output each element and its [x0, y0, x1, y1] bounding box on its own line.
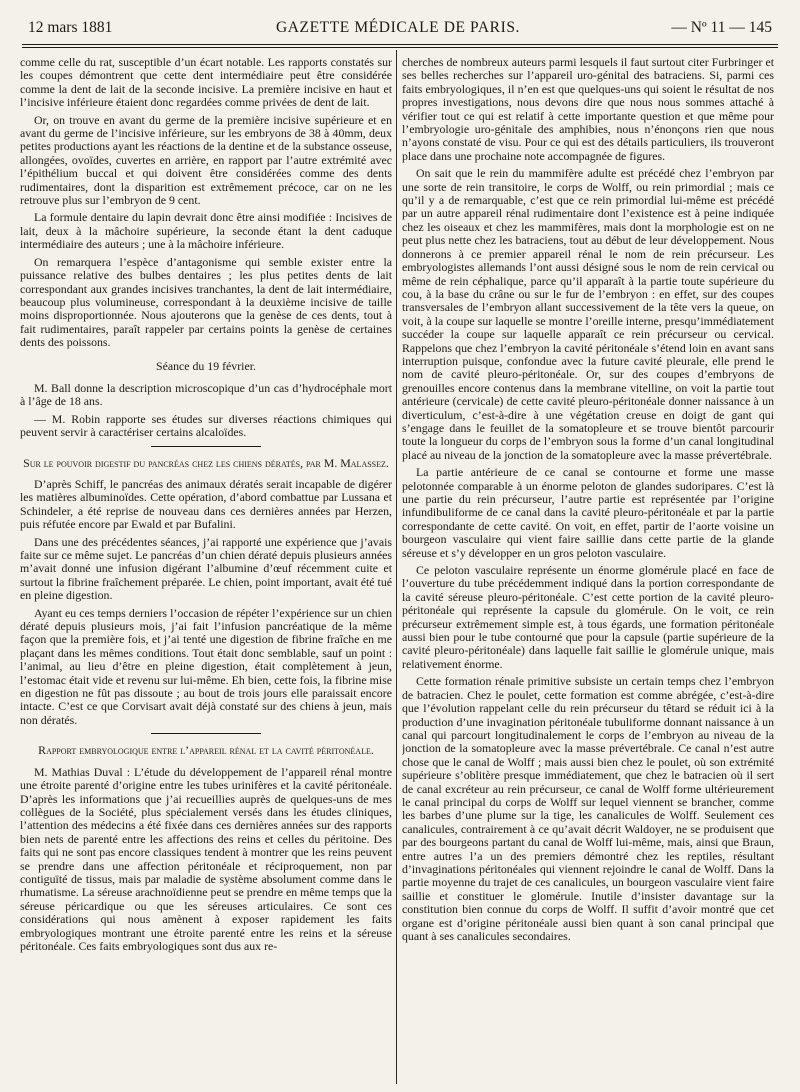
section-separator — [151, 446, 261, 447]
header-rule — [22, 44, 778, 45]
paragraph: — M. Robin rapporte ses études sur diverses réactions chimiques qui peuvent servir à caractériser certains alcaloïdes. — [20, 411, 392, 440]
header-date: 12 mars 1881 — [28, 19, 113, 36]
header-title: GAZETTE MÉDICALE DE PARIS. — [275, 19, 521, 36]
paragraph: Ce peloton vasculaire représente un énorme glomérule placé en face de l’ouverture du tube précédemment indiqué dans la portion correspondante de la cavité séreuse pleuro-péritonéale. C’est cette portion de la cavité pleuro-péritonéale qui représente la capsule du glomérule. On le voit, ce rein précurseur extrêmement simple est, à tous égards, une formation péritonéale aussi bien pour le tube contourné que pour la capsule (partie supérieure de la cavité pleuro-péritonéale) dans laquelle fait saillie le glomérule unique, mais relativement énorme. — [402, 563, 774, 671]
paragraph: La partie antérieure de ce canal se contourne et forme une masse pelotonnée comparable à un énorme peloton de glandes sudoripares. C’est là une partie du rein précurseur, l’autre partie est représentée par l’origine infundibuliforme de ce canal dans la cavité pleuro-péritonéale et par la partie correspondante de cette cavité. On voit, en effet, partir de l’aorte voisine un bourgeon vasculaire qui vient faire saillie dans cette partie de la glande séreuse et s’y développer en un gros peloton vasculaire. — [402, 465, 774, 560]
paragraph: D’après Schiff, le pancréas des animaux dératés serait incapable de digérer les matières albuminoïdes. Cette opération, d’abord combattue par Lussana et Schindeler, a été reprise de nouveau dans ces dernières années par Herzen, puis réfutée encore par Ewald et par Bufalini. — [20, 476, 392, 532]
header-issue-number: — Nº 11 — 145 — [671, 19, 772, 36]
paragraph: On remarquera l’espèce d’antagonisme qui semble exister entre la puissance relative des bulbes dentaires ; les plus petites dents de lait correspondant aux grandes incisives tranchantes, la dent de lait intermédiaire, beaucoup plus volumineuse, correspondant à la deuxième incisive de taille moins disproportionnée. Nous ajouterons que la genèse de ces dents, tout à fait rudimentaires, paraît rappeler par certains points la genèse de certaines dents des poissons. — [20, 254, 392, 350]
paragraph: On sait que le rein du mammifère adulte est précédé chez l’embryon par une sorte de rein transitoire, le corps de Wolff, ou rein primordial ; mais ce qu’il y a de remarquable, c’est que ce rein primordial lui-même est précédé par un autre appareil rénal rudimentaire dont l’existence est à peine indiquée chez les oiseaux et chez les mammifères, mais dont la morphologie est on ne peut plus nette chez les batraciens, tout au début de leur développement. Nous donnerons à ce premier appareil rénal le nom de rein précurseur. Les embryologistes allemands l’ont aussi désigné sous le nom de rein cervical ou même de rein céphalique, parce qu’il apparaît à la partie toute supérieure du cou, à la base du crâne ou sur le fur de l’embryon : en effet, sur des coupes transversales de l’embryon allant successivement de la tête vers la queue, on voit, à la coupe sur laquelle se montre l’oreille interne, presqu’immédiatement succéder la coupe sur laquelle apparaît ce rein précurseur ou cervical. Rappelons que chez l’embryon la cavité péritonéale s’étend loin en avant sans interruption puisque, confondue avec la future cavité pleurale, elle prend le nom de cavité pleuro-péritonéale. Or, sur des coupes d’embryons de grenouilles encore contenus dans la membrane vitelline, on voit la partie tout antérieure (cervicale) de cette cavité pleuro-péritonéale donner naissance à un diverticulum, c’est-à-dire à une végétation creuse en doigt de gant qui s’engage dans le feuillet de la somatopleure et se trouve bientôt parcourir toute la longueur du corps de l’embryon sous la forme d’un canal longitudinal placé au niveau de la jonction de la somatopleure avec la masse prévertébrale. — [402, 166, 774, 462]
paragraph: Cette formation rénale primitive subsiste un certain temps chez l’embryon de batracien. Chez le poulet, cette formation est comme abrégée, c’est-à-dire que l’évolution rappelant celle du rein précurseur du têtard se réduit ici à la production d’une invagination péritonéale tubuliforme donnant naissance à un canal qui parcourt longitudinalement le corps de l’embryon au niveau de la jonction de la somatopleure avec la masse prévertébrale. Ce canal n’est autre chose que le canal de Wolff ; mais aussi bien chez le poulet, où son extrémité supérieure s’oblitère presque immédiatement, que chez le batracien où il sert de canal excréteur au rein précurseur, ce canal de Wolff forme ultérieurement le canal principal du corps de Wolff sur lequel viennent se brancher, comme les barbes d’une plume sur la tige, les canalicules de Wolff. Seulement ces canalicules, contrairement à ce qu’avait décrit Waldoyer, ne se produisent que par des bourgeons partant du canal de Wolff lui-même, mais, ainsi que Braun, entre autres l’a un des premiers démontré chez les reptiles, résultant d’invaginations péritonéales qui viennent rejoindre le canal de Wolff. Dans la partie moyenne du trajet de ces canalicules, un bourgeon vasculaire vient faire saillie et constituer le glomérule. Inutile d’insister davantage sur la constitution bien connue du corps de Wolff. Il suffit d’avoir montré que cet organe est d’origine péritonéale aussi bien quant à son canal principal que quant à ses canalicules secondaires. — [402, 674, 774, 943]
paragraph: comme celle du rat, susceptible d’un écart notable. Les rapports constatés sur les coupes démontrent que cette dent intermédiaire peut être considérée comme la dent de lait de la seconde incisive. La première incisive en haut et l’incisive inférieure étaient donc regardées comme privées de dent de lait. — [20, 55, 392, 110]
section-separator — [151, 733, 261, 734]
header-rule-double — [22, 47, 778, 48]
section-title: Rapport embryologique entre l’appareil rénal et la cavité péritonéale. — [38, 743, 374, 758]
paragraph: La formule dentaire du lapin devrait donc être ainsi modifiée : Incisives de lait, deux à la mâchoire supérieure, la seconde étant la dent caduque intermédiaire des auteurs ; une à la mâchoire inférieure. — [20, 210, 392, 252]
paragraph: cherches de nombreux auteurs parmi lesquels il faut surtout citer Furbringer et ses belles recherches sur l’appareil uro-génital des batraciens. Si, parmi ces faits embryologiques, il n’en est que quelques-uns qui soient le résultat de nos propres investigations, nous devons dire que nous nous sommes attaché à vérifier tout ce qui est relatif à cette importante question et que même pour l’embryologie uro-génitale des amphibies, nous n’énonçons rien que nous n’ayons constaté de visu. Pour ce qui est des détails particuliers, ils trouveront place dans une prochaine note accompagnée de figures. — [402, 55, 774, 163]
paragraph: M. Mathias Duval : L’étude du développement de l’appareil rénal montre une étroite parenté d’origine entre les tubes urinifères et la cavité péritonéale. D’après les informations que j’ai recueillies auprès de quelques-uns de mes collègues de la Société, plus spécialement versés dans les études cliniques, l’attention des médecins a été fixée dans ces dernières années sur des rapports bien nets de parenté entre les affections des reins et celles du péritoine. Des faits qui ne sont pas encore classiques tendent à montrer que les reins peuvent se prendre dans une affection péritonéale et réciproquement, non par contiguïté de tissus, mais par maladie de système absolument comme dans le rhumatisme. La séreuse arachnoïdienne peut se prendre en même temps que la séreuse péricardique ou que les séreuses articulaires. Ce sont ces considérations qui nous amènent à exposer rapidement les faits embryologiques montrant une étroite parenté entre les reins et la séreuse péritonéale. Ces faits embryologiques sont dus aux re- — [20, 764, 392, 953]
paragraph: Ayant eu ces temps derniers l’occasion de répéter l’expérience sur un chien dératé depuis plusieurs mois, j’ai fait l’infusion pancréatique de la même façon que la première fois, et j’ai tenté une digestion de fibrine fraîche en me plaçant dans les mêmes conditions. Tout était donc semblable, sauf un point : l’animal, au lieu d’être en pleine digestion, était complètement à jeun, l’estomac était vide et revenu sur lui-même. Eh bien, cette fois, la fibrine mise en digestion ne fût pas dissoute ; au bout de trois jours elle paraissait encore intacte. C’est ce que Corvisart avait déjà constaté sur des chiens à jeun, mais non dératés. — [20, 605, 392, 727]
left-column — [20, 52, 392, 1082]
paragraph: Or, on trouve en avant du germe de la première incisive supérieure et en avant du germe de l’incisive inférieure, sur les embryons de 38 à 40mm, deux petites productions ayant les réactions de la dentine et de la substance osseuse, allongées, ovoïdes, cuvertes en arrière, en rapport par l’autre extrémité avec l’épithélium buccal et qui doivent être considérées comme des dents rudimentaires, dont la disparition est extrêmement précoce, car on ne les retrouve plus sur l’embryon de 9 cent. — [20, 112, 392, 208]
page-header — [22, 16, 774, 40]
right-column — [402, 52, 774, 1082]
paragraph: Dans une des précédentes séances, j’ai rapporté une expérience que j’avais faite sur ce même sujet. Le pancréas d’un chien dératé depuis plusieurs années m’avait donné une infusion digérant l’albumine d’œuf récemment cuite et surtout la fibrine fraîchement préparée. Le chien, point important, avait été tué en pleine digestion. — [20, 534, 392, 603]
section-title: Sur le pouvoir digestif du pancréas chez les chiens dératés, par M. Malassez. — [23, 455, 389, 470]
paragraph: M. Ball donne la description microscopique d’un cas d’hydrocéphale mort à l’âge de 18 ans. — [20, 380, 392, 409]
column-divider — [396, 50, 397, 1084]
seance-heading: Séance du 19 février. — [156, 358, 256, 373]
